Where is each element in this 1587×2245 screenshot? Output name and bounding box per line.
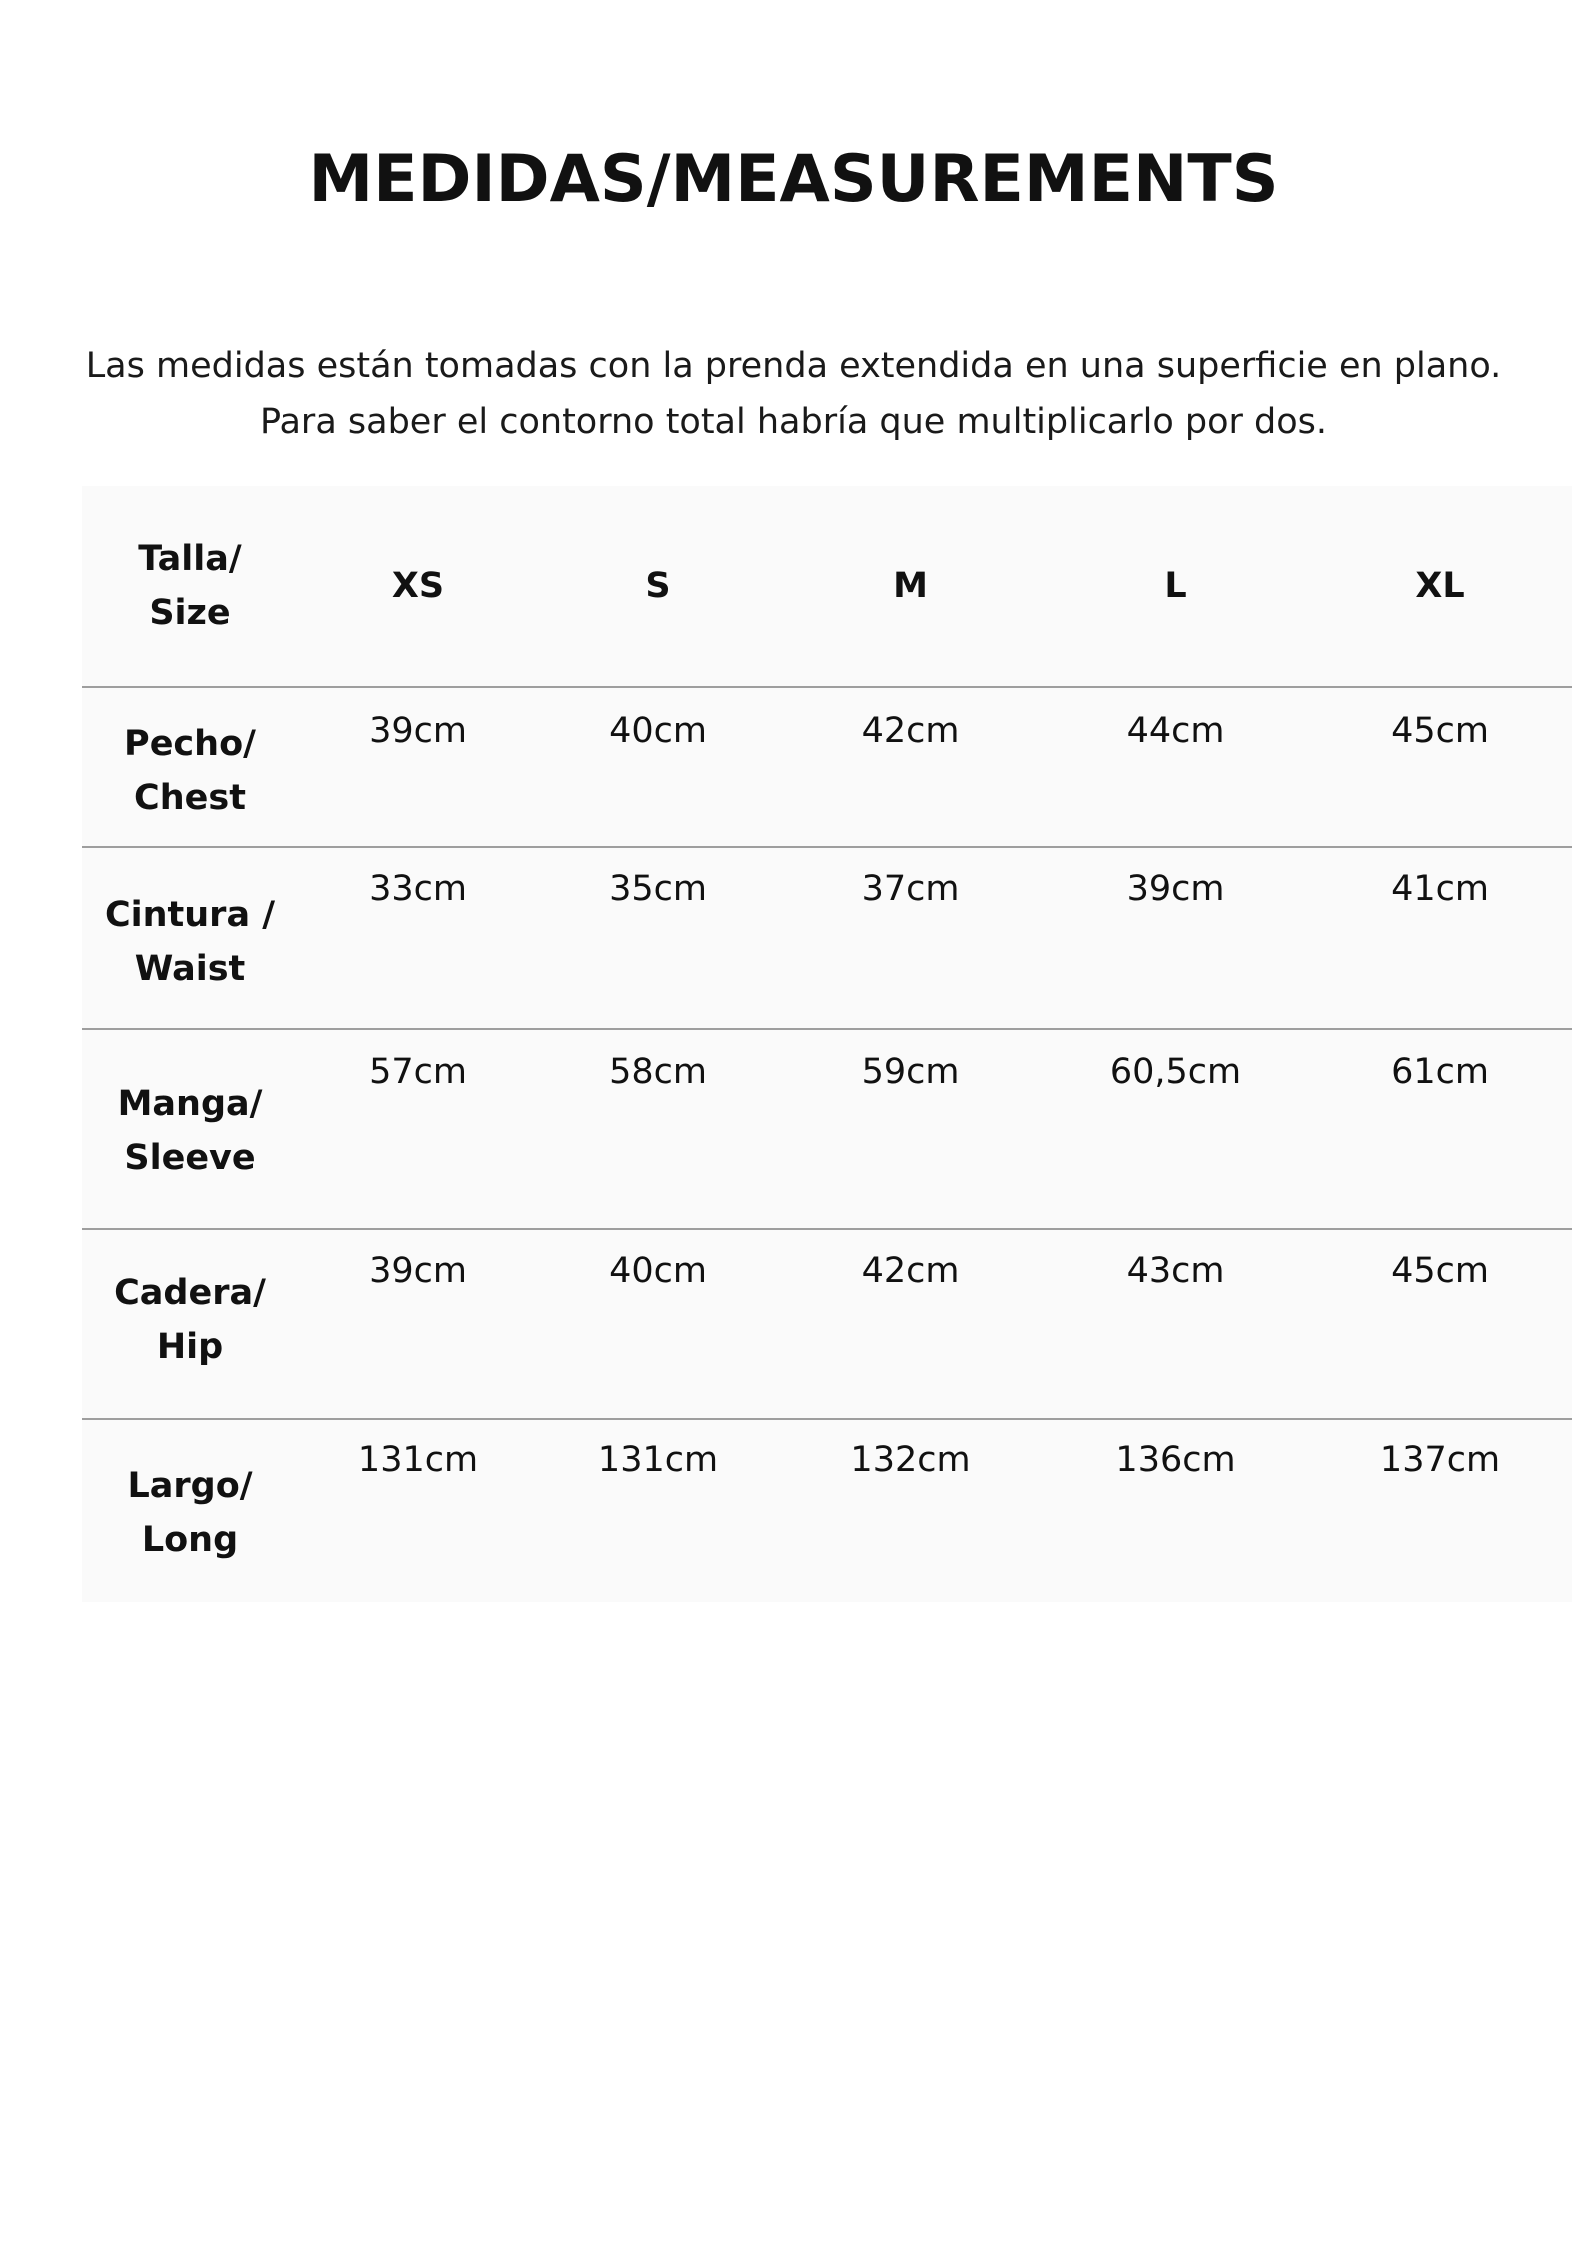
table-header-row xyxy=(82,486,1572,686)
row-label-line-1: Pecho/ xyxy=(124,724,256,764)
table-cell: 131cm xyxy=(357,1440,479,1480)
size-header-m: M xyxy=(893,566,928,606)
row-label-line-2: Chest xyxy=(134,778,246,818)
table-row-sleeve xyxy=(82,1028,1572,1228)
row-label-chest xyxy=(82,688,298,846)
row-label-line-1: Cintura / xyxy=(104,895,276,935)
table-cell: 39cm xyxy=(369,711,467,751)
table-cell: 39cm xyxy=(369,1251,467,1291)
size-header-xl: XL xyxy=(1415,566,1465,606)
header-label-cell xyxy=(82,486,298,686)
intro-line-1: Las medidas están tomadas con la prenda extendida en una superficie en plano. xyxy=(85,346,1502,386)
row-label-line-2: Hip xyxy=(156,1327,224,1367)
header-label-line-1: Talla/ xyxy=(138,539,242,579)
row-label-line-1: Largo/ xyxy=(127,1466,253,1506)
size-table xyxy=(82,486,1572,1602)
row-label-line-2: Sleeve xyxy=(124,1138,256,1178)
header-label-line-2: Size xyxy=(149,593,231,633)
row-label-hip xyxy=(82,1230,298,1418)
table-cell: 137cm xyxy=(1379,1440,1501,1480)
row-label-line-1: Cadera/ xyxy=(114,1273,266,1313)
table-cell: 45cm xyxy=(1391,711,1489,751)
table-cell: 132cm xyxy=(850,1440,971,1480)
row-label-line-2: Long xyxy=(141,1520,239,1560)
size-header-xs: XS xyxy=(391,566,445,606)
table-cell: 136cm xyxy=(1115,1440,1236,1480)
table-cell: 58cm xyxy=(609,1052,707,1092)
row-label-waist xyxy=(82,848,298,1028)
page-title: MEDIDAS/MEASUREMENTS xyxy=(308,142,1279,217)
row-label-line-2: Waist xyxy=(134,949,246,989)
intro-line-2: Para saber el contorno total habría que multiplicarlo por dos. xyxy=(259,402,1328,442)
table-row-hip xyxy=(82,1228,1572,1418)
table-cell: 39cm xyxy=(1126,869,1225,909)
row-label-long xyxy=(82,1420,298,1602)
table-cell: 41cm xyxy=(1391,869,1489,909)
table-cell: 131cm xyxy=(597,1440,719,1480)
table-cell: 37cm xyxy=(861,869,960,909)
table-cell: 40cm xyxy=(609,711,707,751)
size-header-s: S xyxy=(645,566,671,606)
table-cell: 57cm xyxy=(369,1052,467,1092)
size-header-l: L xyxy=(1164,566,1187,606)
row-label-line-1: Manga/ xyxy=(117,1084,263,1124)
table-cell: 44cm xyxy=(1126,711,1225,751)
table-cell: 45cm xyxy=(1391,1251,1489,1291)
table-cell: 35cm xyxy=(609,869,707,909)
table-cell: 61cm xyxy=(1391,1052,1489,1092)
table-cell: 33cm xyxy=(369,869,467,909)
row-label-sleeve xyxy=(82,1030,298,1228)
table-row-waist xyxy=(82,846,1572,1028)
intro-text xyxy=(0,338,1587,450)
table-row-chest xyxy=(82,686,1572,846)
table-cell: 40cm xyxy=(609,1251,707,1291)
table-cell: 43cm xyxy=(1126,1251,1225,1291)
table-row-long xyxy=(82,1418,1572,1602)
table-cell: 60,5cm xyxy=(1109,1052,1242,1092)
table-cell: 42cm xyxy=(861,711,960,751)
table-cell: 42cm xyxy=(861,1251,960,1291)
table-cell: 59cm xyxy=(861,1052,960,1092)
